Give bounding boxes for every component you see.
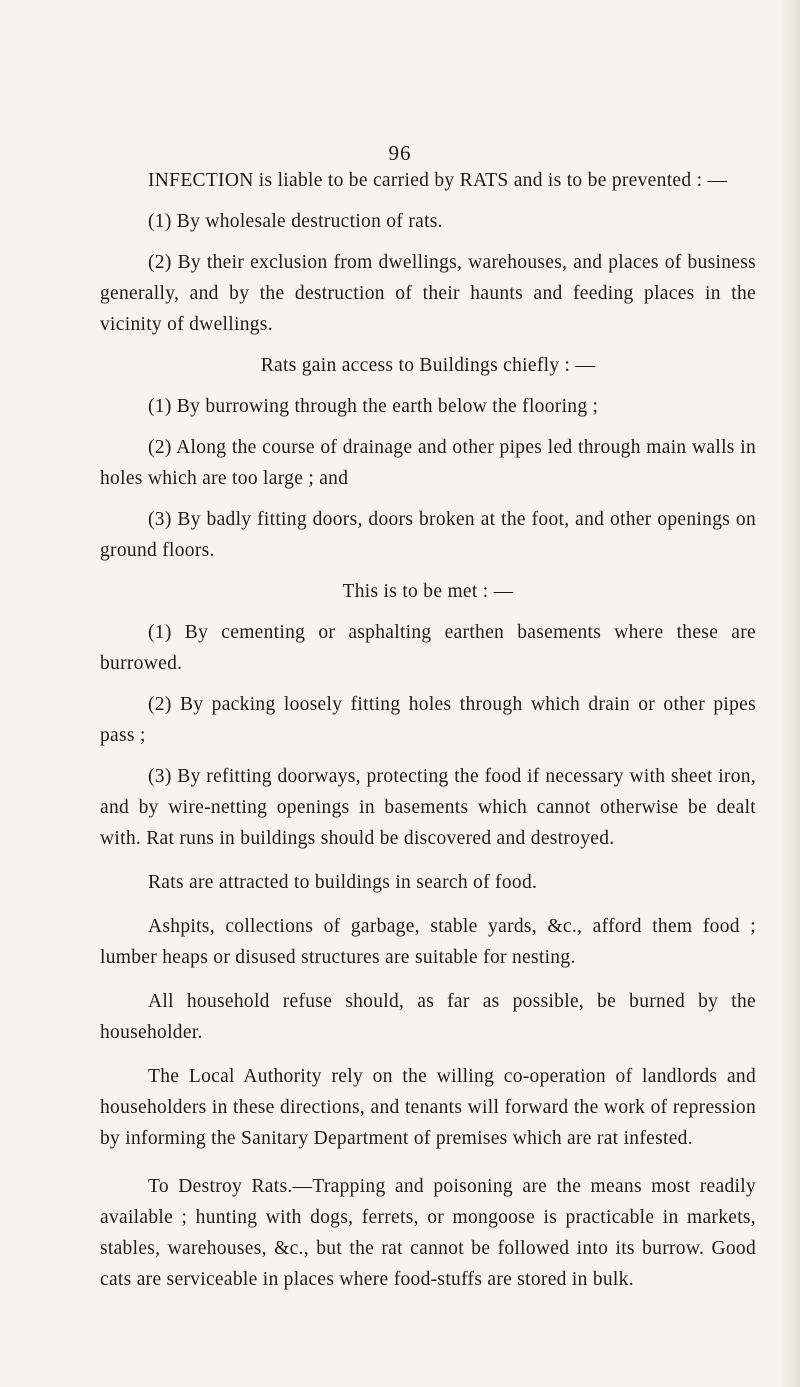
- met-item-2: (2) By packing loosely fitting holes through which drain or other pipes pass ;: [100, 694, 756, 746]
- attracted-paragraph: Rats are attracted to buildings in search of food.: [148, 872, 538, 893]
- prevention-item-1: (1) By wholesale destruction of rats.: [148, 211, 443, 232]
- body-text: [100, 165, 756, 1295]
- access-item-1: (1) By burrowing through the earth below the flooring ;: [148, 396, 599, 417]
- page-number: 96: [388, 141, 412, 165]
- access-item-3: (3) By badly fitting doors, doors broken at the foot, and other openings on ground floors.: [100, 509, 756, 561]
- met-item-3: (3) By refitting doorways, protecting the food if necessary with sheet iron, and by wire-netting openings in basements which cannot otherwise be dealt with. Rat runs in buildings should be discovered and destroyed.: [100, 766, 756, 849]
- access-heading: Rats gain access to Buildings chiefly : —: [260, 355, 596, 376]
- refuse-paragraph: All household refuse should, as far as possible, be burned by the householder.: [100, 991, 756, 1043]
- met-item-1: (1) By cementing or asphalting earthen basements where these are burrowed.: [100, 622, 756, 674]
- ashpits-paragraph: Ashpits, collections of garbage, stable yards, &c., afford them food ; lumber heaps or disused structures are suitable for nesting.: [100, 916, 756, 968]
- access-item-2: (2) Along the course of drainage and other pipes led through main walls in holes which are too large ; and: [100, 437, 756, 489]
- local-authority-paragraph: The Local Authority rely on the willing co-operation of landlords and householders in these directions, and tenants will forward the work of repression by informing the Sanitary Department of premises which are rat infested.: [100, 1066, 756, 1149]
- page-edge-shadow: [778, 0, 800, 1387]
- destroy-rats-paragraph: To Destroy Rats.—Trapping and poisoning are the means most readily available ; hunting with dogs, ferrets, or mongoose is practicable in markets, stables, warehouses, &c., but the rat cannot be followed into its burrow. Good cats are serviceable in places where food-stuffs are stored in bulk.: [100, 1176, 756, 1290]
- met-heading: This is to be met : —: [342, 581, 514, 602]
- prevention-item-2: (2) By their exclusion from dwellings, warehouses, and places of business generally, and by the destruction of their haunts and feeding places in the vicinity of dwellings.: [100, 252, 756, 335]
- intro-paragraph: INFECTION is liable to be carried by RATS and is to be prevented : —: [148, 170, 728, 191]
